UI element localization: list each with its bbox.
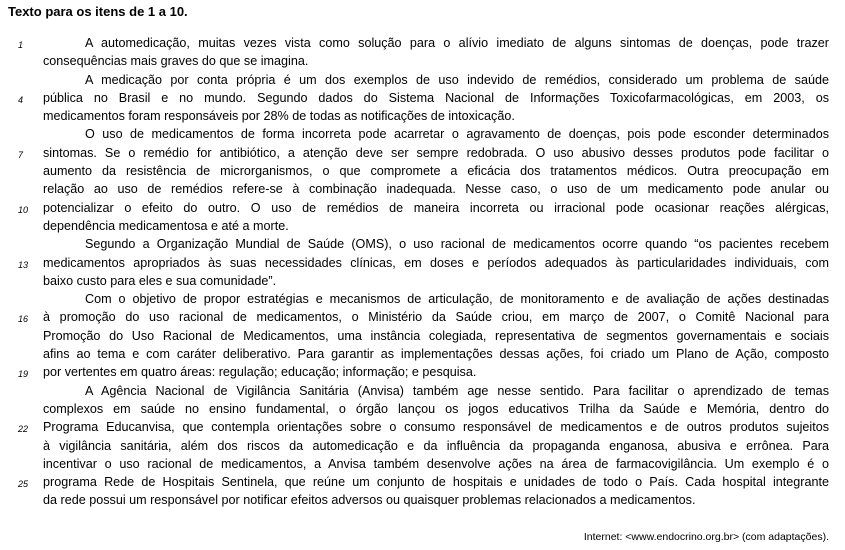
text-line [0,217,845,235]
line-text: Segundo a Organização Mundial de Saúde (OMS), o uso racional de medicamentos ocorre quando “os pacientes recebem [85,237,829,252]
source-citation: Internet: <www.endocrino.org.br> (com adaptações). [583,531,829,543]
line-text: à promoção do uso racional de medicamentos, o Ministério da Saúde criou, em março de 2007, o Comitê Nacional para [43,310,829,325]
line-number: 16 [18,314,29,325]
text-line [0,290,845,308]
line-text: A Agência Nacional de Vigilância Sanitária (Anvisa) também age nesse sentido. Para facilitar o aprendizado de temas [85,383,829,398]
line-text: incentivar o uso racional de medicamentos, a Anvisa também desenvolve ações na área de farmacovigilância. Um exemplo é o [43,456,829,471]
text-line [0,473,845,491]
text-line [0,272,845,290]
line-text: baixo custo para eles e sua comunidade”. [43,273,277,288]
line-text: aumento da resistência de microrganismos, o que compromete a eficácia dos tratamentos médicos. Outra preocupação em [43,164,829,179]
line-text: relação ao uso de remédios refere-se à combinação inadequada. Nesse caso, o uso de um medicamento pode anular ou [43,182,829,197]
text-line [0,144,845,162]
line-text: medicamentos foram responsáveis por 28% de todas as notificações de intoxicação. [43,109,515,124]
line-text: da rede possui um responsável por notificar efeitos adversos ou quaisquer problemas relacionados a medicamentos. [43,493,696,508]
line-number: 7 [18,149,24,160]
document-heading: Texto para os itens de 1 a 10. [8,4,188,19]
line-text: programa Rede de Hospitais Sentinela, que reúne um conjunto de hospitais e unidades de todo o País. Cada hospital integrante [43,475,829,490]
line-number: 19 [18,369,29,380]
text-line [0,52,845,70]
line-text: O uso de medicamentos de forma incorreta pode acarretar o agravamento de doenças, pois pode esconder determinados [85,127,829,142]
line-text: potencializar o efeito do outro. O uso de remédios de maneira incorreta ou irracional pode ocasionar reações alérgicas, [43,200,829,215]
line-text: medicamentos apropriados às suas necessidades clínicas, em doses e períodos adequados às particularidades individuais, com [43,255,829,270]
text-line [0,125,845,143]
text-line [0,308,845,326]
line-text: complexos em saúde no ensino fundamental, o órgão lançou os jogos educativos Trilha da Saúde e Memória, dentro do [43,401,829,416]
line-text: Programa Educanvisa, que contempla orientações sobre o consumo responsável de medicamentos e de outros produtos sujeitos [43,420,829,435]
line-text: dependência medicamentosa e até a morte. [43,218,289,233]
text-line [0,363,845,381]
line-number: 13 [18,259,29,270]
text-line [0,491,845,509]
line-number: 4 [18,94,24,105]
line-text: A medicação por conta própria é um dos exemplos de uso indevido de remédios, considerado um problema de saúde [85,72,829,87]
text-line [0,180,845,198]
text-line [0,34,845,52]
text-line [0,107,845,125]
text-line [0,382,845,400]
text-line [0,89,845,107]
text-line [0,345,845,363]
line-text: consequências mais graves do que se imagina. [43,54,309,69]
text-line [0,455,845,473]
text-body [0,34,845,510]
text-line [0,162,845,180]
line-number: 10 [18,204,29,215]
text-line [0,437,845,455]
text-line [0,199,845,217]
line-number: 22 [18,424,29,435]
text-line [0,254,845,272]
text-line [0,71,845,89]
text-line [0,400,845,418]
line-text: por vertentes em quatro áreas: regulação; educação; informação; e pesquisa. [43,365,477,380]
text-line [0,418,845,436]
line-number: 1 [18,40,24,50]
line-text: A automedicação, muitas vezes vista como solução para o alívio imediato de alguns sintomas de doenças, pode trazer [85,36,829,50]
text-line [0,327,845,345]
line-text: pública no Brasil e no mundo. Segundo dados do Sistema Nacional de Informações Toxicofarmacológicas, em 2003, os [43,90,829,105]
line-text: afins ao tema e com caráter deliberativo. Para garantir as implementações dessas ações, foi criado um Plano de Ação, composto [43,347,829,362]
line-number: 25 [18,479,29,490]
line-text: Com o objetivo de propor estratégias e mecanismos de articulação, de monitoramento e de avaliação de ações destinadas [85,292,829,307]
line-text: Promoção do Uso Racional de Medicamentos, uma instância colegiada, representativa de segmentos governamentais e sociais [43,328,829,343]
text-line [0,235,845,253]
line-text: sintomas. Se o remédio for antibiótico, a atenção deve ser sempre redobrada. O uso abusivo desses produtos pode facilitar o [43,145,829,160]
line-text: à vigilância sanitária, além dos riscos da automedicação e da influência da propaganda enganosa, abusiva e errônea. Para [43,438,829,453]
